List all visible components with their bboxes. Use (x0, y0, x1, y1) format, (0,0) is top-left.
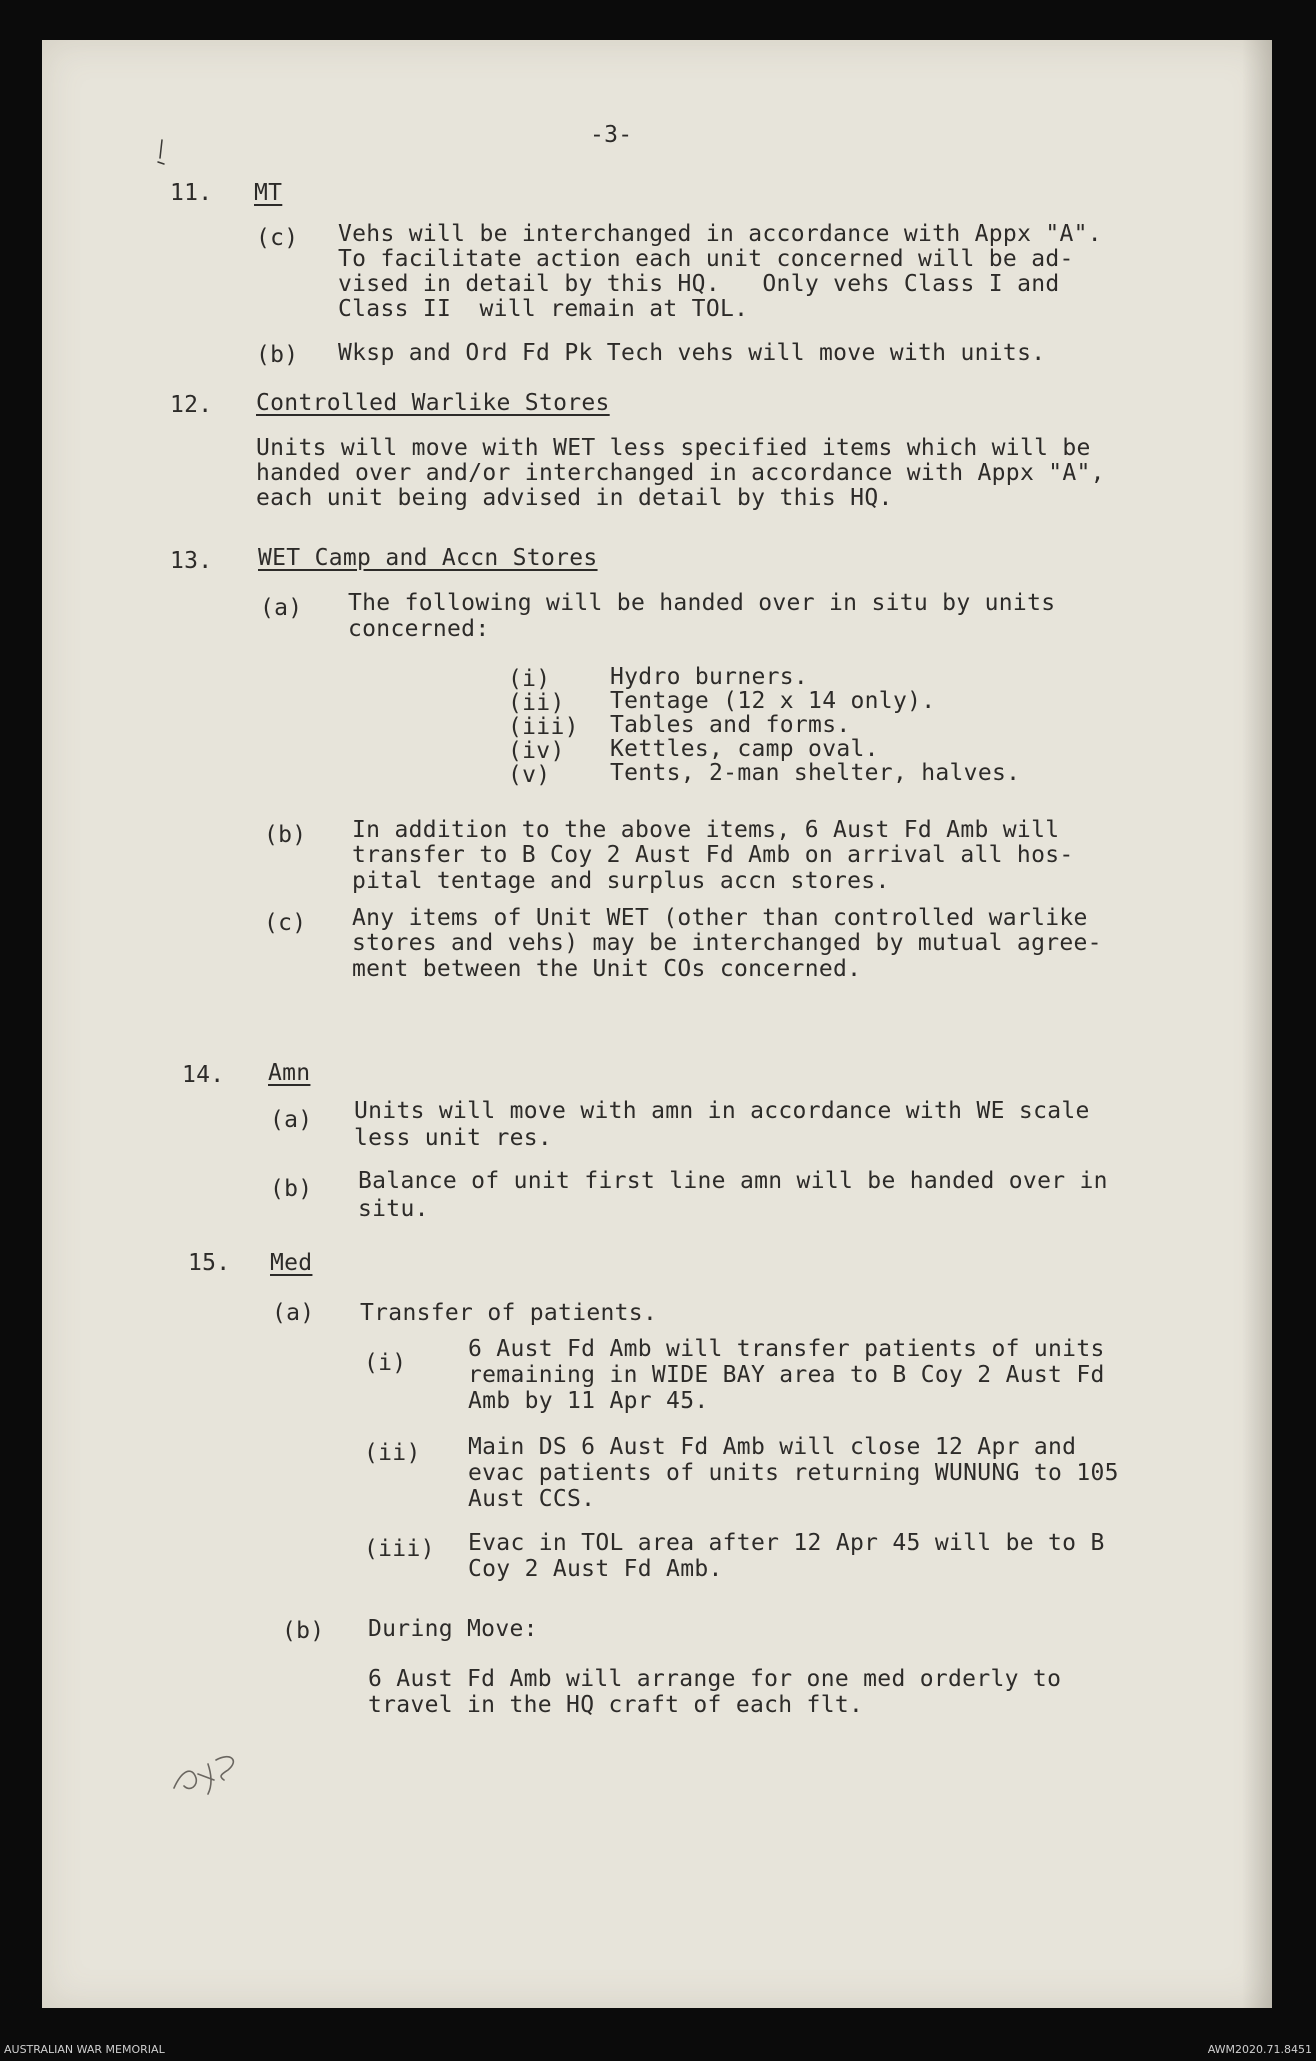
section-15-b-line-1: 6 Aust Fd Amb will arrange for one med orderly to (368, 1666, 1062, 1692)
section-15-iii-line-2: Coy 2 Aust Fd Amb. (468, 1556, 723, 1582)
section-13-item-iii-number: (iii) (508, 714, 579, 740)
section-15-i-line-3: Amb by 11 Apr 45. (468, 1388, 709, 1414)
section-14-b-line-1: Balance of unit first line amn will be handed over in (358, 1168, 1108, 1194)
section-15-a-title: Transfer of patients. (360, 1300, 658, 1326)
section-15-number: 15. (188, 1250, 231, 1276)
section-13-item-iv-text: Kettles, camp oval. (610, 736, 879, 762)
section-11-c-line-1: Vehs will be interchanged in accordance with Appx "A". (338, 221, 1102, 247)
section-15-ii-label: (ii) (364, 1440, 421, 1466)
section-13-item-v-text: Tents, 2-man shelter, halves. (610, 760, 1021, 786)
section-15-i-label: (i) (364, 1350, 407, 1376)
section-12-number: 12. (170, 392, 213, 418)
section-13-b-label: (b) (264, 822, 307, 848)
section-13-item-ii-number: (ii) (508, 690, 565, 716)
section-11-c-line-4: Class II will remain at TOL. (338, 296, 749, 322)
section-14-b-label: (b) (270, 1176, 313, 1202)
section-15-b-title: During Move: (368, 1616, 538, 1642)
footer-reference-number: AWM2020.71.8451 (1207, 2043, 1312, 2056)
section-15-iii-label: (iii) (364, 1536, 435, 1562)
section-15-title: Med (270, 1250, 313, 1276)
section-15-ii-line-2: evac patients of units returning WUNUNG to 105 (468, 1460, 1119, 1486)
section-14-title: Amn (268, 1060, 311, 1086)
section-13-a-line-1: The following will be handed over in situ by units (348, 590, 1056, 616)
section-13-a-label: (a) (260, 595, 303, 621)
section-11-c-label: (c) (256, 225, 299, 251)
section-12-title: Controlled Warlike Stores (256, 390, 610, 416)
section-13-c-line-3: ment between the Unit COs concerned. (352, 956, 862, 982)
pencil-mark (152, 136, 172, 176)
section-14-a-line-2: less unit res. (354, 1125, 553, 1151)
section-11-c-line-2: To facilitate action each unit concerned will be ad- (338, 246, 1074, 272)
section-12-line-3: each unit being advised in detail by this HQ. (256, 485, 893, 511)
section-13-item-v-number: (v) (508, 762, 551, 788)
section-15-iii-line-1: Evac in TOL area after 12 Apr 45 will be to B (468, 1530, 1105, 1556)
section-13-b-line-3: pital tentage and surplus accn stores. (352, 868, 890, 894)
section-11-b-label: (b) (256, 342, 299, 368)
document-page (42, 40, 1272, 2008)
section-14-a-line-1: Units will move with amn in accordance with WE scale (354, 1098, 1090, 1124)
section-15-b-line-2: travel in the HQ craft of each flt. (368, 1692, 864, 1718)
section-13-c-line-2: stores and vehs) may be interchanged by mutual agree- (352, 930, 1102, 956)
section-15-ii-line-1: Main DS 6 Aust Fd Amb will close 12 Apr and (468, 1434, 1077, 1460)
footer-archive-name: AUSTRALIAN WAR MEMORIAL (4, 2043, 165, 2056)
section-13-item-ii-text: Tentage (12 x 14 only). (610, 688, 936, 714)
section-15-ii-line-3: Aust CCS. (468, 1486, 596, 1512)
section-13-b-line-1: In addition to the above items, 6 Aust Fd Amb will (352, 817, 1060, 843)
section-11-b-line: Wksp and Ord Fd Pk Tech vehs will move with units. (338, 340, 1046, 366)
section-13-item-iii-text: Tables and forms. (610, 712, 851, 738)
section-12-line-1: Units will move with WET less specified items which will be (256, 435, 1091, 461)
section-14-a-label: (a) (270, 1107, 313, 1133)
section-11-c-line-3: vised in detail by this HQ. Only vehs Class I and (338, 271, 1060, 297)
section-13-title: WET Camp and Accn Stores (258, 545, 598, 571)
section-13-item-i-number: (i) (508, 666, 551, 692)
section-13-c-line-1: Any items of Unit WET (other than controlled warlike (352, 905, 1088, 931)
section-15-i-line-2: remaining in WIDE BAY area to B Coy 2 Aust Fd (468, 1362, 1105, 1388)
section-15-a-label: (a) (272, 1300, 315, 1326)
section-14-b-line-2: situ. (358, 1196, 429, 1222)
section-11-title: MT (254, 180, 283, 206)
section-13-item-i-text: Hydro burners. (610, 664, 809, 690)
section-13-item-iv-number: (iv) (508, 738, 565, 764)
section-13-number: 13. (170, 548, 213, 574)
page-number: -3- (590, 122, 633, 148)
section-15-i-line-1: 6 Aust Fd Amb will transfer patients of units (468, 1336, 1105, 1362)
section-12-line-2: handed over and/or interchanged in accordance with Appx "A", (256, 460, 1105, 486)
section-13-b-line-2: transfer to B Coy 2 Aust Fd Amb on arrival all hos- (352, 842, 1074, 868)
section-11-number: 11. (170, 180, 213, 206)
section-15-b-label: (b) (282, 1618, 325, 1644)
section-13-c-label: (c) (264, 910, 307, 936)
section-13-a-line-2: concerned: (348, 616, 490, 642)
handwritten-initials-mark (168, 1750, 258, 1800)
section-14-number: 14. (182, 1062, 225, 1088)
